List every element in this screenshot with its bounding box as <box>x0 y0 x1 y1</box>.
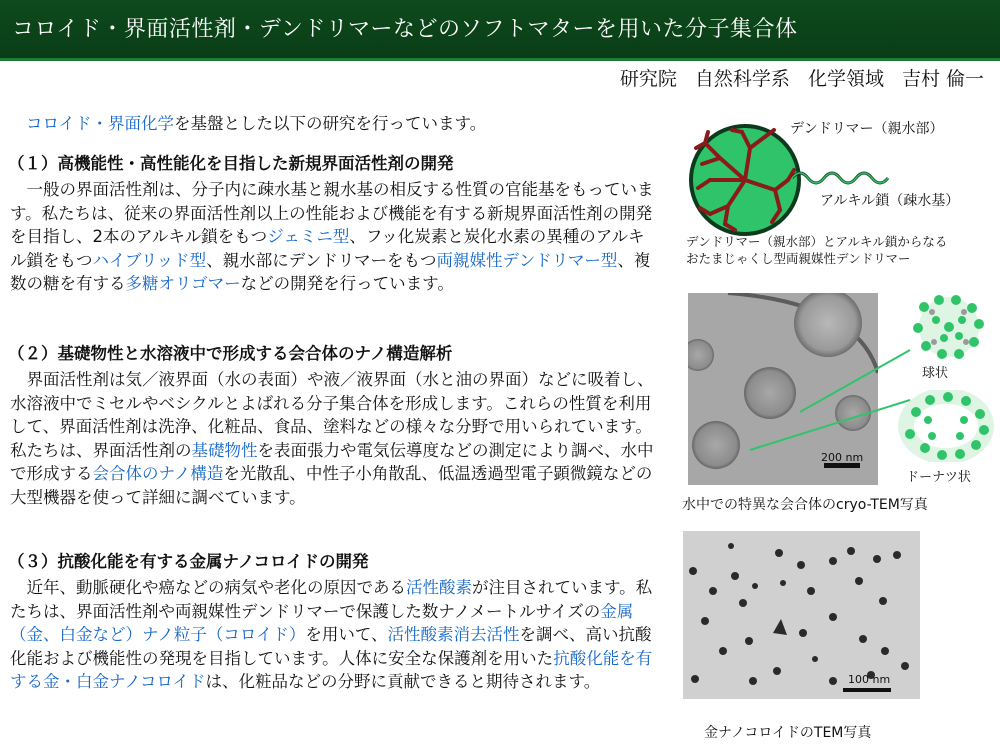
section-2-heading: （２）基礎物性と水溶液中で形成する会合体のナノ構造解析 <box>8 344 453 363</box>
keyword-highlight: ジェミニ型 <box>267 227 350 246</box>
body-text: 、フッ化炭素と炭化水素の異種のアルキル鎖をもつ <box>10 227 645 270</box>
page-title: コロイド・界面活性剤・デンドリマーなどのソフトマターを用いた分子集合体 <box>12 17 798 42</box>
section-2-body <box>10 368 660 509</box>
body-text: 一般の界面活性剤は、分子内に疎水基と親水基の相反する性質の官能基をもっています。私たちは、従来の界面活性剤以上の性能および機能を有する新規界面活性剤の開発を目指し、2本のアルキル鎖をもつ <box>10 180 654 246</box>
scale-label: 100 nm <box>848 673 891 686</box>
figure3-caption: 金ナノコロイドのTEM写真 <box>704 725 872 741</box>
body-text: を光散乱、中性子小角散乱、低温透過型電子顕微鏡などの大型機器を使って詳細に調べています。 <box>10 464 653 507</box>
donut-micelle-icon <box>898 390 994 462</box>
section-3-body <box>10 576 660 694</box>
scale-bar <box>843 688 891 692</box>
body-text: が注目されています。私たちは、界面活性剤や両親媒性デンドリマーで保護した数ナノメートルサイズの <box>10 578 653 621</box>
body-text: 界面活性剤は気／液界面（水の表面）や液／液界面（水と油の界面）などに吸着し、水溶液中でミセルやベシクルとよばれる分子集合体を形成します。これらの性質を利用して、界面活性剤は洗浄、化粧品、食品、塗料などの様々な分野で用いられています。私たちは、界面活性剤の <box>10 370 654 460</box>
body-text: を表面張力や電気伝導度などの測定により調べ、水中で形成する <box>10 440 654 483</box>
keyword-highlight: ハイブリッド型 <box>92 250 207 270</box>
body-text: を調べ、高い抗酸化能および機能性の発現を目指しています。人体に安全な保護剤を用いた <box>10 625 652 668</box>
author-affiliation: 研究院 <box>619 68 677 90</box>
donut-label: ドーナツ状 <box>906 470 971 485</box>
scale-label: 200 nm <box>821 451 864 464</box>
sphere-micelle-icon <box>904 292 994 362</box>
sphere-label: 球状 <box>922 366 949 381</box>
keyword-highlight: 抗酸化能を有する金・白金ナノコロイド <box>10 648 653 691</box>
intro-line <box>26 110 486 134</box>
body-text: を用いて、 <box>305 625 388 644</box>
alkyl-label: アルキル鎖（疎水基） <box>820 193 960 209</box>
keyword-highlight: 会合体のナノ構造 <box>92 464 224 483</box>
keyword-highlight: 金属（金、白金など）ナノ粒子（コロイド） <box>10 601 634 644</box>
keyword-highlight: 多糖オリゴマー <box>125 274 241 293</box>
section-1-heading: （１）高機能性・高性能化を目指した新規界面活性剤の開発 <box>8 154 454 173</box>
dendrimer-figure <box>680 118 1000 270</box>
intro-keyword: コロイド・界面化学 <box>26 114 175 133</box>
body-text: 近年、動脈硬化や癌などの病気や老化の原因である <box>26 578 406 597</box>
section-3-heading: （３）抗酸化能を有する金属ナノコロイドの開発 <box>8 552 369 571</box>
figure1-caption-line2: おたまじゃくし型両親媒性デンドリマー <box>686 251 911 266</box>
keyword-highlight: 活性酸素消去活性 <box>387 625 520 644</box>
author-department: 自然科学系 <box>694 68 790 90</box>
author-name: 吉村 倫一 <box>901 68 984 90</box>
body-text: は、化粧品などの分野に貢献できると期待されます。 <box>205 672 601 691</box>
intro-text: を基盤とした以下の研究を行っています。 <box>174 114 487 133</box>
figure1-caption-line1: デンドリマー（親水部）とアルキル鎖からなる <box>686 234 948 249</box>
body-text: などの開発を行っています。 <box>240 274 454 293</box>
vesicle <box>692 421 740 469</box>
title-bar <box>0 0 1000 61</box>
section-1-body <box>10 178 660 296</box>
keyword-highlight: 基礎物性 <box>191 440 258 460</box>
dendrimer-label: デンドリマー（親水部） <box>790 121 944 137</box>
keyword-highlight: 両親媒性デンドリマー型 <box>436 250 618 270</box>
figure2-caption: 水中での特異な会合体のcryo-TEM写真 <box>682 497 928 513</box>
keyword-highlight: 活性酸素 <box>406 578 472 597</box>
author-line <box>602 64 984 91</box>
body-text: 、親水部にデンドリマーをもつ <box>206 250 437 270</box>
callout-lines <box>740 340 920 480</box>
author-field: 化学領域 <box>807 68 884 90</box>
gold-tem-photo <box>683 531 920 699</box>
body-text: 、複数の糖を有する <box>10 250 651 293</box>
